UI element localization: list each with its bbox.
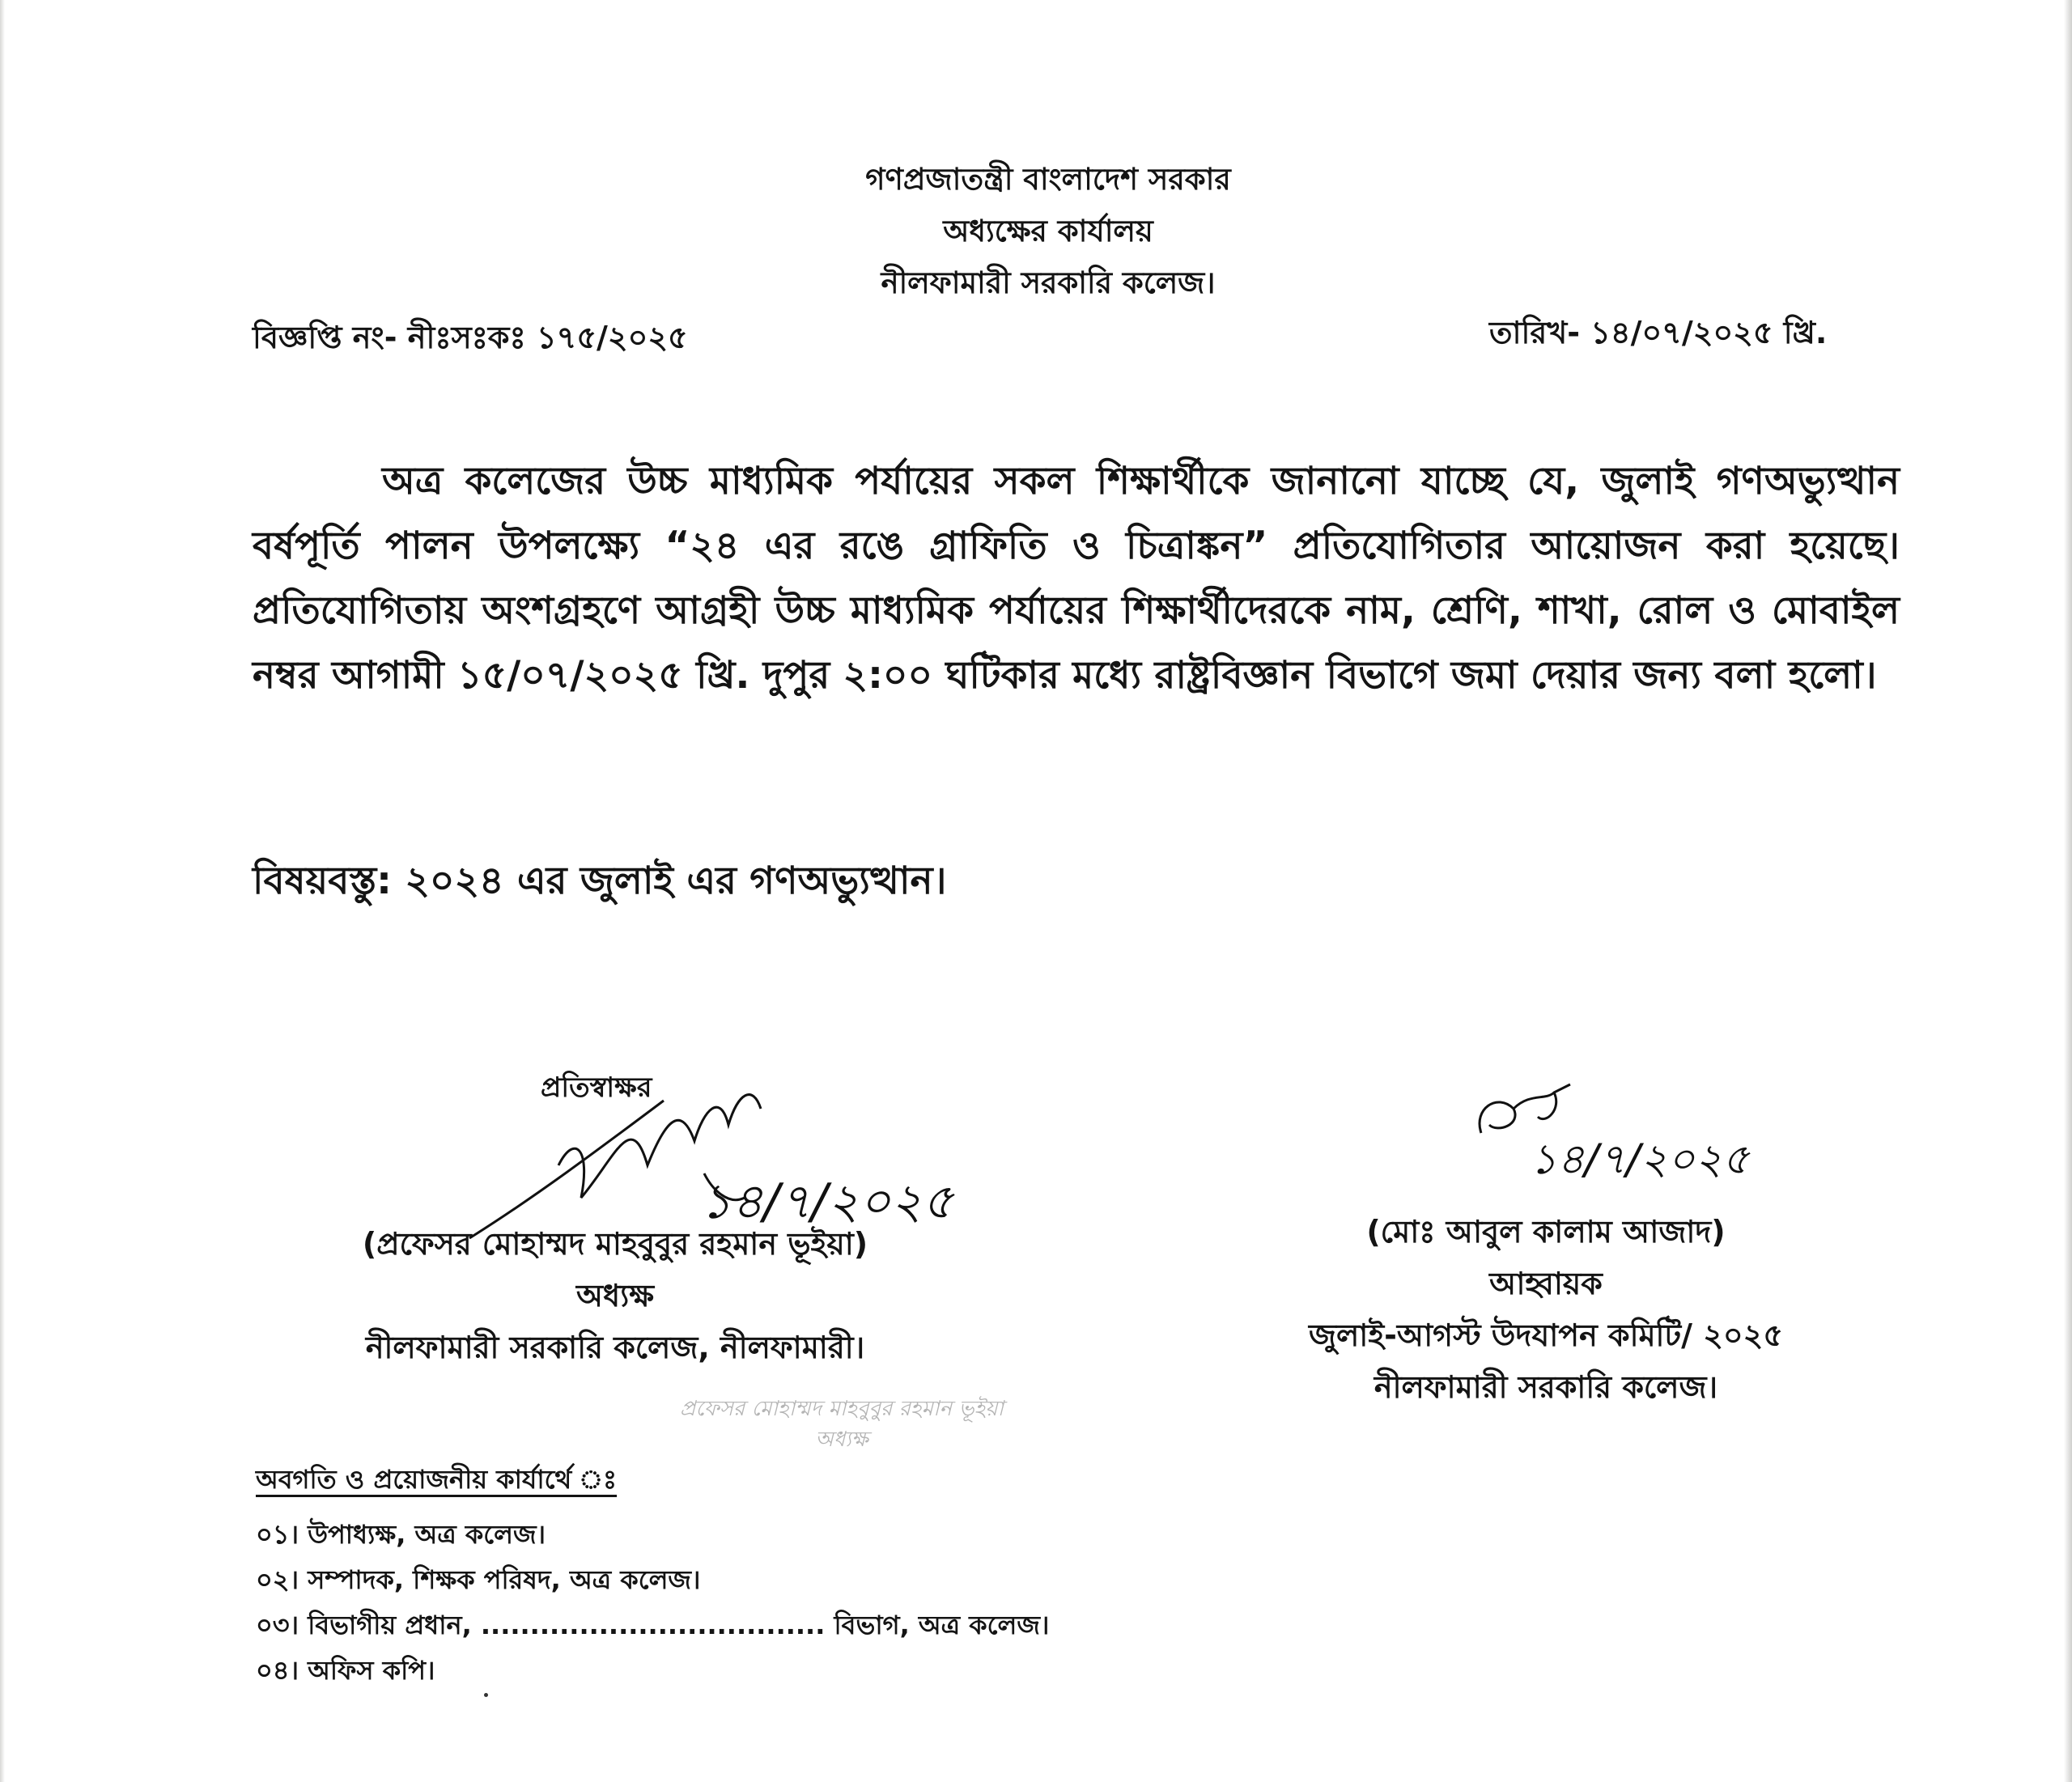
seal-line-2: অধ্যক্ষ (815, 1428, 868, 1452)
list-item: ০২। সম্পাদক, শিক্ষক পরিষদ, অত্র কলেজ। (256, 1564, 701, 1595)
distribution-list (256, 1457, 1049, 1693)
convener-designation: আহ্বায়ক (1489, 1266, 1603, 1301)
convener-handwritten-date: ১৪/৭/২০২৫ (1530, 1135, 1750, 1184)
ink-dot (484, 1693, 488, 1697)
list-item: ০৩। বিভাগীয় প্রধান, ................................... বিভাগ, অত্র কলেজ। (256, 1610, 1050, 1640)
convener-signature-block (1263, 1206, 1829, 1413)
notice-number: বিজ্ঞপ্তি নং- নীঃসঃকঃ ১৭৫/২০২৫ (253, 320, 688, 355)
principal-institution: নীলফামারী সরকারি কলেজ, নীলফামারী। (365, 1330, 865, 1365)
seal-line-1: প্রফেসর মোহাম্মদ মাহবুবুর রহমান ভূইয়া (679, 1397, 1004, 1421)
convener-institution: নীলফামারী সরকারি কলেজ। (1374, 1369, 1718, 1405)
notice-subject: বিষয়বস্তু: ২০২৪ এর জুলাই এর গণঅভ্যুত্থান। (253, 859, 947, 903)
principal-name: (প্রফেসর মোহাম্মদ মাহবুবুর রহমান ভূইয়া) (362, 1226, 868, 1262)
notice-date: তারিখ- ১৪/০৭/২০২৫ খ্রি. (1489, 315, 1828, 350)
convener-committee: জুলাই-আগস্ট উদযাপন কমিটি/ ২০২৫ (1308, 1317, 1784, 1353)
letterhead (728, 154, 1368, 309)
principal-handwritten-date: ১৪/৭/২০২৫ (700, 1173, 954, 1230)
principal-signature-block (308, 1218, 923, 1373)
office-name: অধ্যক্ষের কার্যালয় (943, 214, 1153, 248)
distribution-title: অবগতি ও প্রয়োজনীয় কার্যার্থে ঃ (256, 1464, 618, 1495)
government-name: গণপ্রজাতন্ত্রী বাংলাদেশ সরকার (865, 162, 1231, 197)
principal-designation: অধ্যক্ষ (575, 1278, 654, 1313)
list-item: ০৪। অফিস কপি। (256, 1655, 435, 1686)
faded-seal (672, 1394, 1012, 1455)
convener-signature (1465, 1076, 1773, 1206)
countersign-label: প্রতিস্বাক্ষর (541, 1071, 652, 1104)
convener-name: (মোঃ আবুল কালাম আজাদ) (1366, 1214, 1726, 1250)
college-name: নীলফামারী সরকারি কলেজ। (881, 265, 1216, 300)
notice-body: অত্র কলেজের উচ্চ মাধ্যমিক পর্যায়ের সকল শিক্ষার্থীকে জানানো যাচ্ছে যে, জুলাই গণঅভ্যুত্থান বর্ষপূর্তি পালন উপলক্ষ্যে “২৪ এর রঙে গ্রাফিতি ও চিত্রাঙ্কন” প্রতিযোগিতার আয়োজন করা হয়েছে। প্রতিযোগিতায় অংশগ্রহণে আগ্রহী উচ্চ মাধ্যমিক পর্যায়ের শিক্ষার্থীদেরকে নাম, শ্রেণি, শাখা, রোল ও মোবাইল নম্বর আগামী ১৫/০৭/২০২৫ খ্রি. দুপুর ২:০০ ঘটিকার মধ্যে রাষ্ট্রবিজ্ঞান বিভাগে জমা দেয়ার জন্য বলা হলো। (253, 459, 1900, 698)
list-item: ০১। উপাধ্যক্ষ, অত্র কলেজ। (256, 1519, 546, 1550)
